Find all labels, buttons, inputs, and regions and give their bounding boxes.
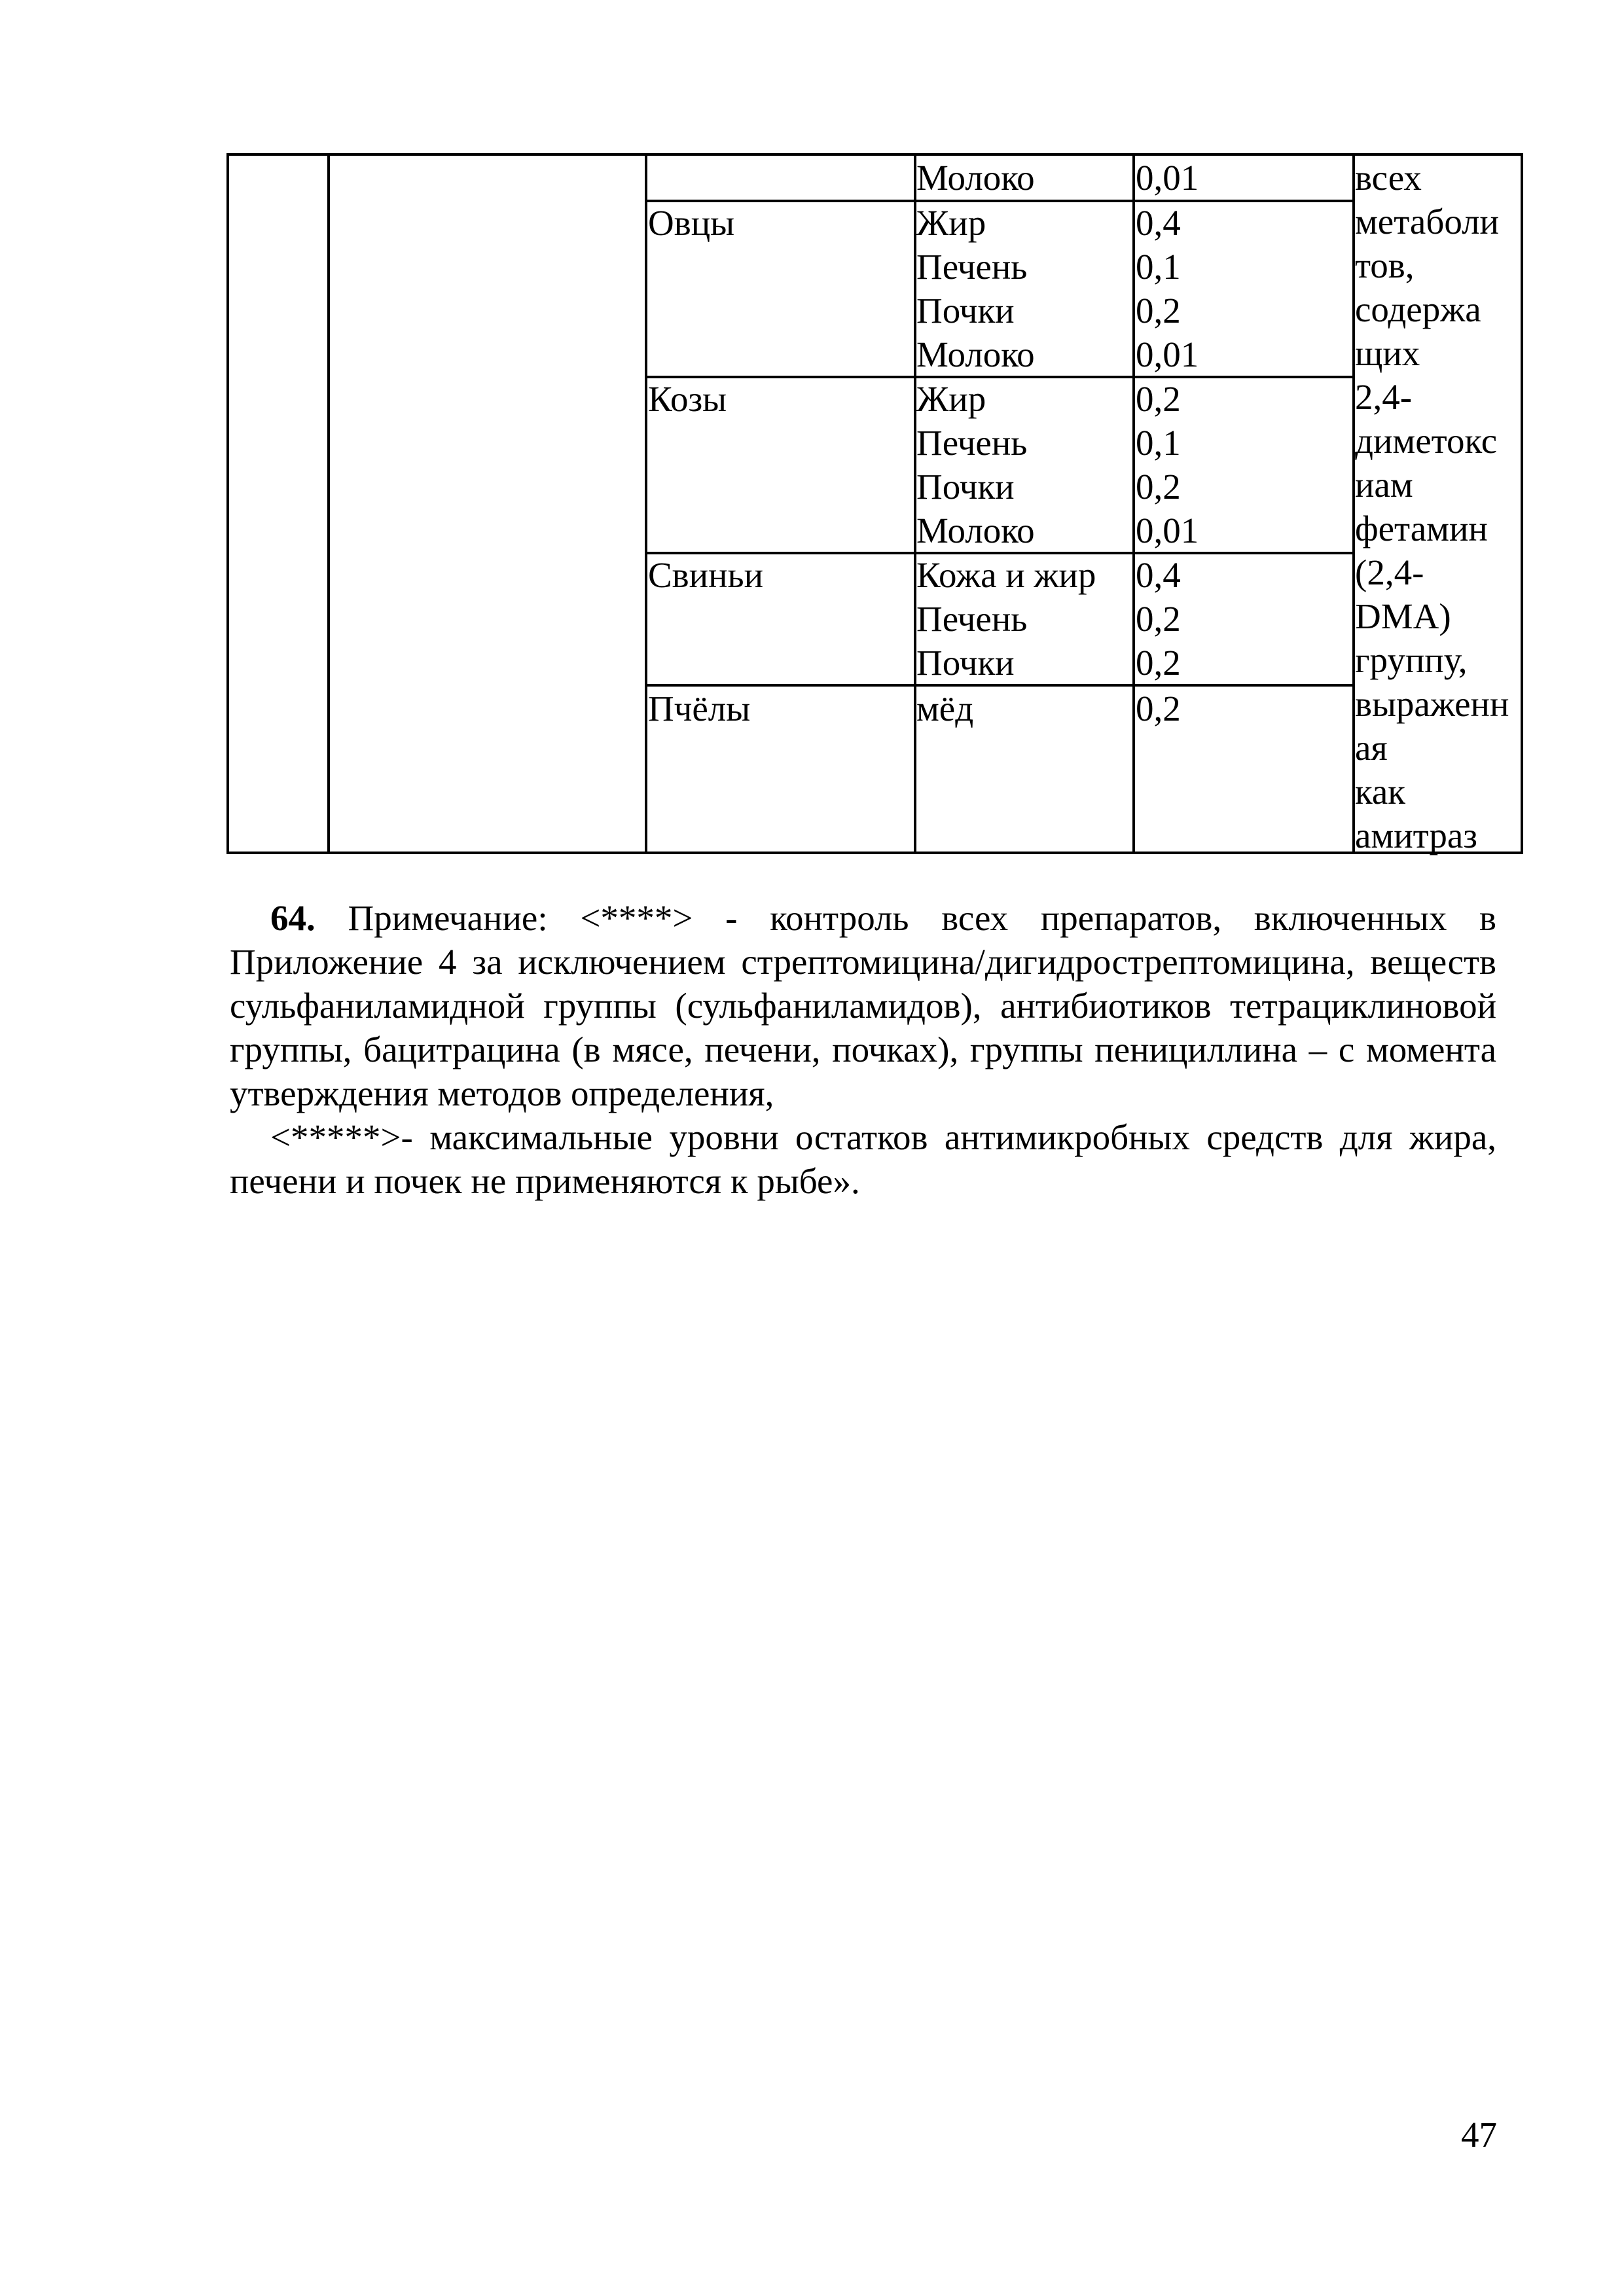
table-border: [1521, 154, 1523, 854]
product-cell: Молоко: [916, 334, 1035, 374]
note-column-line: амитраз: [1355, 816, 1477, 855]
note-column-line: фетамин: [1355, 509, 1488, 548]
values-cell: [1136, 201, 1199, 376]
product-cell: Почки: [916, 643, 1015, 683]
table-border: [226, 154, 229, 854]
product-cell: Жир: [916, 379, 986, 419]
note-column-line: диметокс: [1355, 421, 1498, 461]
note-text: <*****>- максимальные уровни остатков антимикробных средств для жира, печени и почек не применяются к рыбе».: [230, 1117, 1496, 1201]
values-cell: [1136, 377, 1199, 552]
value-cell: 0,01: [1136, 158, 1199, 198]
note-section: [230, 896, 1496, 1203]
product-cell: Жир: [916, 203, 986, 243]
product-cell: Молоко: [916, 158, 1035, 198]
note-column-line: метаболи: [1355, 202, 1499, 242]
value-cell: 0,2: [1136, 467, 1181, 507]
note-column-line: иам: [1355, 465, 1413, 505]
product-cell: мёд: [916, 689, 974, 728]
value-cell: 0,2: [1136, 599, 1181, 639]
note-column-line: всех: [1355, 158, 1422, 198]
value-cell: 0,2: [1136, 291, 1181, 331]
value-cell: 0,4: [1136, 203, 1181, 243]
value-cell: 0,2: [1136, 379, 1181, 419]
table-border: [327, 154, 330, 854]
products-cell: [916, 377, 1035, 552]
note-column-line: (2,4-: [1355, 552, 1424, 592]
product-cell: Почки: [916, 291, 1015, 331]
table-border: [645, 154, 647, 854]
page-number: 47: [1461, 2115, 1497, 2155]
note-column-line: ая: [1355, 728, 1388, 768]
value-cell: 0,1: [1136, 247, 1181, 287]
product-cell: Печень: [916, 423, 1028, 463]
product-cell: Печень: [916, 599, 1028, 639]
note-column-line: щих: [1355, 333, 1420, 373]
value-cell: 0,2: [1136, 689, 1181, 728]
value-cell: 0,01: [1136, 511, 1199, 550]
product-cell: Печень: [916, 247, 1028, 287]
value-cell: 0,1: [1136, 423, 1181, 463]
animal-cell: Пчёлы: [648, 689, 751, 728]
value-cell: 0,2: [1136, 643, 1181, 683]
note-column-line: как: [1355, 772, 1406, 812]
note-column-line: тов,: [1355, 245, 1415, 285]
note-column-cell: [1355, 156, 1509, 857]
table-border: [226, 153, 1523, 156]
animal-cell: Свиньи: [648, 555, 764, 595]
note-number: 64.: [270, 898, 316, 938]
values-cell: [1136, 553, 1181, 685]
product-cell: Почки: [916, 467, 1015, 507]
products-cell: [916, 553, 1096, 685]
note-column-line: группу,: [1355, 640, 1468, 680]
note-paragraph: [230, 896, 1496, 1115]
note-paragraph: [230, 1115, 1496, 1203]
note-text: Примечание: <****> - контроль всех препаратов, включенных в Приложение 4 за исключением стрептомицина/дигидрострептомицина, веществ сульфаниламидной группы (сульфаниламидов), антибиотиков тетрациклиновой группы, бацитрацина (в мясе, печени, почках), группы пенициллина – с момента утверждения методов определения,: [230, 898, 1497, 1113]
note-column-line: содержа: [1355, 289, 1481, 329]
product-cell: Кожа и жир: [916, 555, 1096, 595]
note-column-line: выраженн: [1355, 684, 1509, 724]
note-column-line: 2,4-: [1355, 377, 1413, 417]
note-column-line: DMA): [1355, 596, 1451, 636]
product-cell: Молоко: [916, 511, 1035, 550]
animal-cell: Овцы: [648, 203, 735, 243]
table-border: [1132, 154, 1135, 854]
products-cell: [916, 201, 1035, 376]
value-cell: 0,01: [1136, 334, 1199, 374]
value-cell: 0,4: [1136, 555, 1181, 595]
animal-cell: Козы: [648, 379, 727, 419]
table-border: [226, 852, 1523, 854]
